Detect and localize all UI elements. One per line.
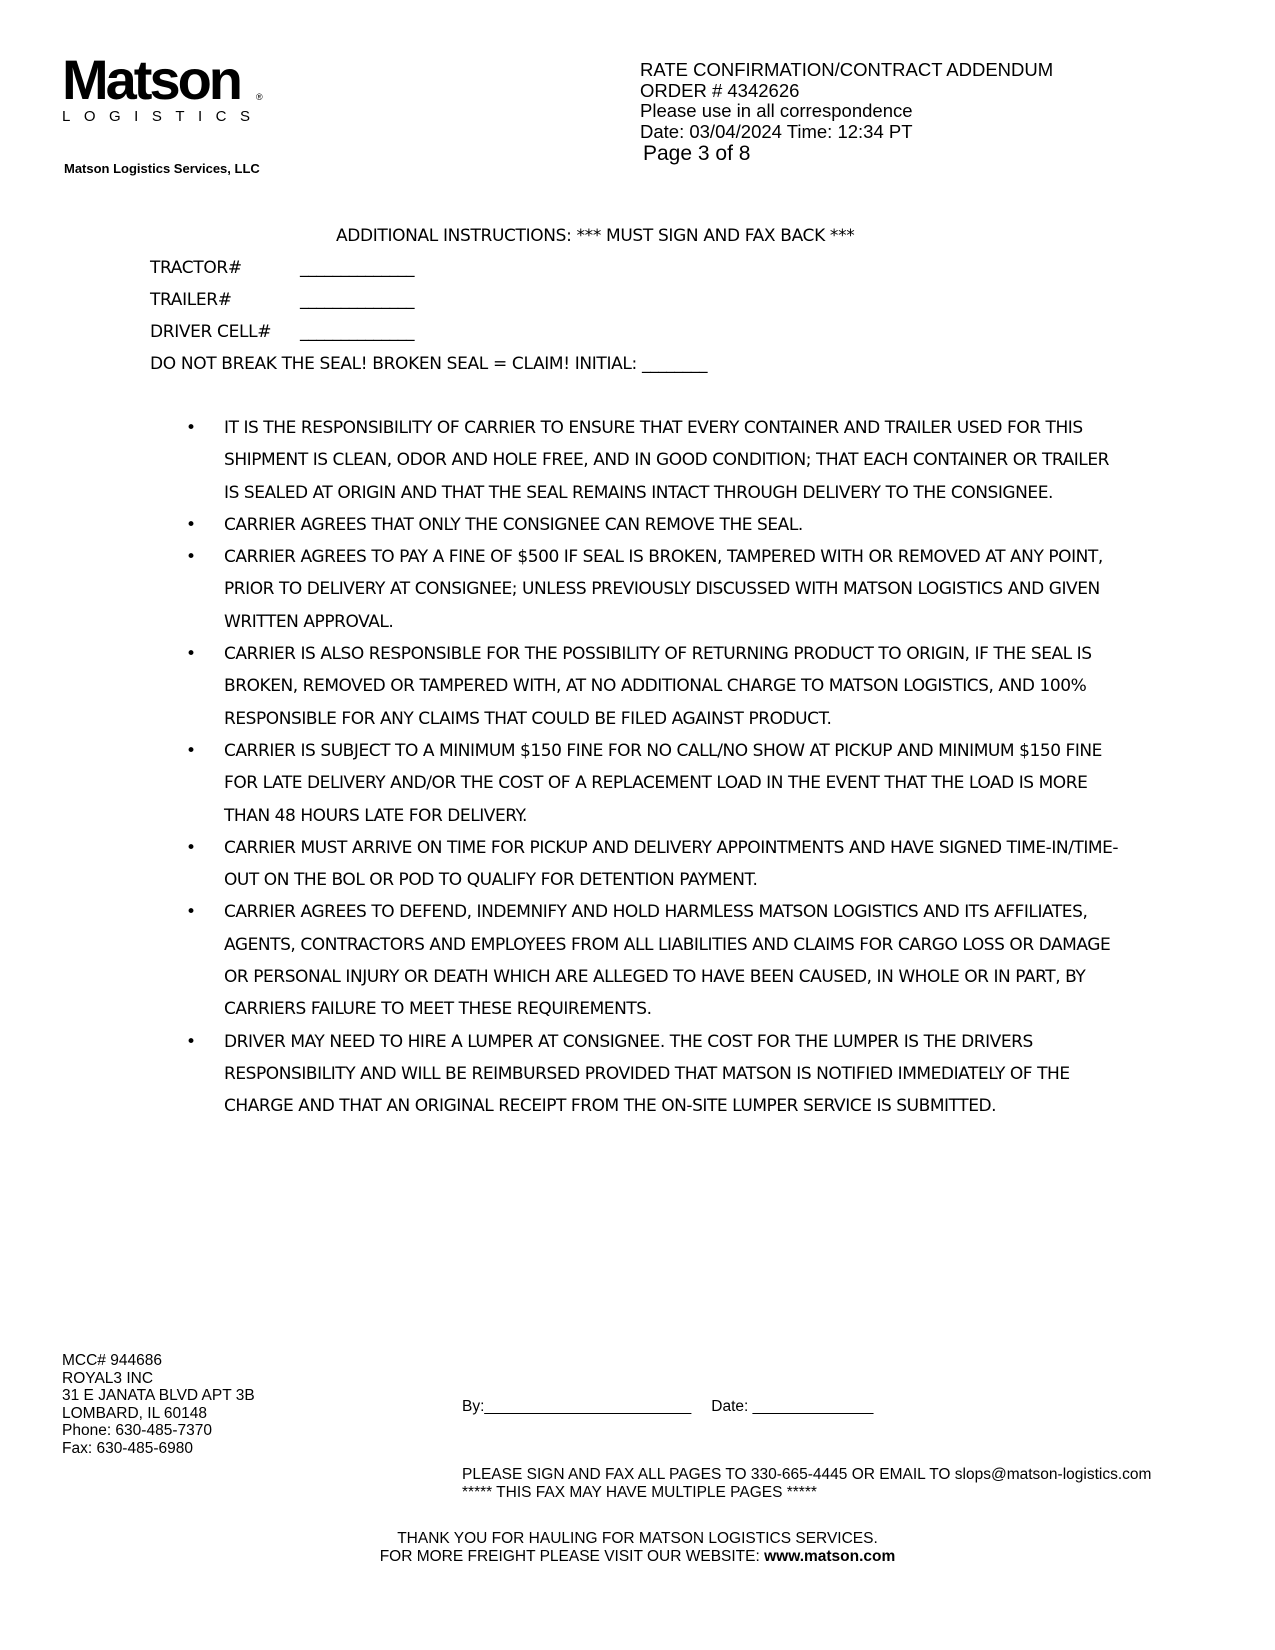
tractor-blank: ______________ xyxy=(300,258,415,278)
list-item-text: CARRIER AGREES TO DEFEND, INDEMNIFY AND HOLD HARMLESS MATSON LOGISTICS AND ITS AFFILIATES, AGENTS, CONTRACTORS AND EMPLOYEES FROM ALL LIABILITIES AND CLAIMS FOR CARGO LOSS OR DAMAGE OR PERSONAL INJURY OR DEATH WHICH ARE ALLEGED TO HAVE BEEN CAUSED, IN WHOLE OR IN PART, BY CARRIERS FAILURE TO MEET THESE REQUIREMENTS. xyxy=(224,902,1111,1020)
logo-wordmark: Matson xyxy=(62,48,240,111)
signature-date: Date: ______________ xyxy=(711,1398,874,1415)
tractor-label: TRACTOR# xyxy=(150,258,242,278)
bullet-icon: • xyxy=(186,514,196,535)
list-item xyxy=(186,735,1126,832)
carrier-address-line-2: LOMBARD, IL 60148 xyxy=(62,1404,208,1422)
website-prompt: FOR MORE FREIGHT PLEASE VISIT OUR WEBSITE: xyxy=(379,1548,765,1565)
bullet-icon: • xyxy=(186,547,196,568)
signature-by: By:________________________ xyxy=(462,1398,692,1415)
carrier-fax: Fax: 630-485-6980 xyxy=(62,1439,193,1457)
bullet-icon: • xyxy=(186,837,196,858)
seal-warning: DO NOT BREAK THE SEAL! BROKEN SEAL = CLAIM! INITIAL: ________ xyxy=(150,354,708,374)
list-item-text: CARRIER AGREES TO PAY A FINE OF $500 IF SEAL IS BROKEN, TAMPERED WITH OR REMOVED AT ANY POINT, PRIOR TO DELIVERY AT CONSIGNEE; UNLESS PREVIOUSLY DISCUSSED WITH MATSON LOGISTICS AND GIVEN WRITTEN APPROVAL. xyxy=(224,547,1103,632)
list-item-text: CARRIER IS ALSO RESPONSIBLE FOR THE POSSIBILITY OF RETURNING PRODUCT TO ORIGIN, IF THE SEAL IS BROKEN, REMOVED OR TAMPERED WITH, AT NO ADDITIONAL CHARGE TO MATSON LOGISTICS, AND 100% RESPONSIBLE FOR ANY CLAIMS THAT COULD BE FILED AGAINST PRODUCT. xyxy=(224,644,1092,729)
correspondence-note: Please use in all correspondence xyxy=(640,100,913,121)
tractor-field xyxy=(150,258,414,278)
list-item xyxy=(186,541,1126,638)
list-item-text: CARRIER MUST ARRIVE ON TIME FOR PICKUP AND DELIVERY APPOINTMENTS AND HAVE SIGNED TIME-IN/TIME-OUT ON THE BOL OR POD TO QUALIFY FOR DETENTION PAYMENT. xyxy=(224,837,1119,891)
list-item-text: IT IS THE RESPONSIBILITY OF CARRIER TO ENSURE THAT EVERY CONTAINER AND TRAILER USED FOR THIS SHIPMENT IS CLEAN, ODOR AND HOLE FREE, AND IN GOOD CONDITION; THAT EACH CONTAINER OR TRAILER IS SEALED AT ORIGIN AND THAT THE SEAL REMAINS INTACT THROUGH DELIVERY TO THE CONSIGNEE. xyxy=(224,418,1109,503)
logo-tagline: LOGISTICS xyxy=(62,108,264,125)
list-item-text: CARRIER IS SUBJECT TO A MINIMUM $150 FINE FOR NO CALL/NO SHOW AT PICKUP AND MINIMUM $150 FINE FOR LATE DELIVERY AND/OR THE COST OF A REPLACEMENT LOAD IN THE EVENT THAT THE LOAD IS MORE THAN 48 HOURS LATE FOR DELIVERY. xyxy=(224,740,1102,826)
instructions-title: ADDITIONAL INSTRUCTIONS: *** MUST SIGN AND FAX BACK *** xyxy=(336,226,855,246)
list-item xyxy=(186,1026,1126,1123)
document-title: RATE CONFIRMATION/CONTRACT ADDENDUM xyxy=(640,59,1054,80)
trailer-blank: ______________ xyxy=(300,290,415,310)
carrier-info xyxy=(62,1352,255,1457)
carrier-address-line-1: 31 E JANATA BLVD APT 3B xyxy=(62,1387,255,1404)
document-header xyxy=(640,60,1053,166)
carrier-name: ROYAL3 INC xyxy=(62,1369,154,1387)
bullet-icon: • xyxy=(186,740,196,761)
footer-thanks xyxy=(0,1530,1275,1566)
thanks-line: THANK YOU FOR HAULING FOR MATSON LOGISTICS SERVICES. xyxy=(397,1530,878,1547)
registered-mark: ® xyxy=(256,92,263,102)
list-item xyxy=(186,509,1126,541)
fax-instructions-text: PLEASE SIGN AND FAX ALL PAGES TO 330-665-4445 OR EMAIL TO slops@matson-logistics.com xyxy=(462,1466,1152,1483)
list-item-text: CARRIER AGREES THAT ONLY THE CONSIGNEE CAN REMOVE THE SEAL. xyxy=(224,514,803,535)
bullet-icon: • xyxy=(186,418,196,438)
page-number: Page 3 of 8 xyxy=(643,142,751,165)
bullet-icon: • xyxy=(186,644,196,665)
driver-cell-field xyxy=(150,322,414,342)
driver-cell-label: DRIVER CELL# xyxy=(150,322,272,342)
company-name: Matson Logistics Services, LLC xyxy=(64,161,260,176)
carrier-mcc: MCC# 944686 xyxy=(62,1352,162,1369)
website-link[interactable]: www.matson.com xyxy=(764,1548,896,1565)
multiple-pages-note: ***** THIS FAX MAY HAVE MULTIPLE PAGES ***** xyxy=(462,1483,817,1501)
list-item xyxy=(186,638,1126,735)
driver-cell-blank: ______________ xyxy=(300,322,415,342)
website-line xyxy=(0,1548,1275,1566)
list-item xyxy=(186,832,1126,897)
list-item xyxy=(186,896,1126,1025)
trailer-field xyxy=(150,290,414,310)
order-number: ORDER # 4342626 xyxy=(640,79,800,101)
instruction-list xyxy=(186,412,1126,1123)
bullet-icon: • xyxy=(186,902,196,923)
bullet-icon: • xyxy=(186,1031,196,1052)
list-item xyxy=(186,412,1126,509)
matson-logo xyxy=(62,48,272,126)
list-item-text: DRIVER MAY NEED TO HIRE A LUMPER AT CONSIGNEE. THE COST FOR THE LUMPER IS THE DRIVERS RESPONSIBILITY AND WILL BE REIMBURSED PROVIDED THAT MATSON IS NOTIFIED IMMEDIATELY OF THE CHARGE AND THAT AN ORIGINAL RECEIPT FROM THE ON-SITE LUMPER SERVICE IS SUBMITTED. xyxy=(224,1031,1070,1117)
fax-instructions xyxy=(462,1466,1182,1501)
document-date-time: Date: 03/04/2024 Time: 12:34 PT xyxy=(640,120,913,142)
trailer-label: TRAILER# xyxy=(150,290,232,310)
signature-line xyxy=(462,1398,873,1416)
carrier-phone: Phone: 630-485-7370 xyxy=(62,1422,212,1439)
